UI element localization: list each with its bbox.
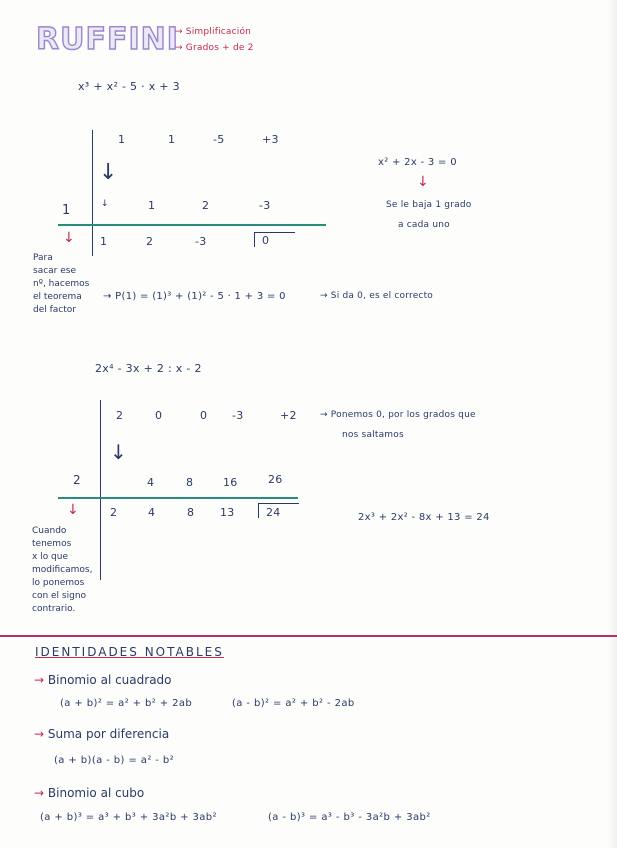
ex2-expression: 2x⁴ - 3x + 2 : x - 2 [95,362,202,375]
ex2-product-4: 26 [268,473,283,486]
ex2-result-1: 2 [110,506,118,519]
ex1-result-1: 1 [100,235,108,248]
ex2-left-arrow-icon: ↓ [67,502,80,518]
ex1-product-0: ↓ [101,199,109,209]
ex1-side-equation: x² + 2x - 3 = 0 [378,157,457,168]
suma-diferencia-heading [34,727,169,741]
binomio-cuadrado-heading [34,673,172,687]
ex2-note-1: → Ponemos 0, por los grados que [320,410,476,420]
ex2-coef-1: 2 [116,409,124,422]
page-edge [607,0,617,848]
ex2-result-3: 8 [187,506,195,519]
ex1-left-arrow-icon: ↓ [63,230,76,246]
ex2-coef-5: +2 [280,409,297,422]
ex1-theorem-note: → Si da 0, es el correcto [320,291,434,301]
binomio-cubo-heading [34,786,144,800]
ex1-result-2: 2 [146,235,154,248]
ex2-down-arrow-icon: ↓ [110,440,128,464]
ex1-expression: x³ + x² - 5 · x + 3 [78,80,180,93]
ex2-remainder: 24 [266,506,281,519]
ex2-coef-4: -3 [232,409,244,422]
page-title: RUFFINI [36,22,179,57]
arrow-icon: → [34,673,45,687]
binomio-cuadrado-formula-1: (a + b)² = a² + b² + 2ab [60,698,193,709]
ex1-coef-3: -5 [213,133,225,146]
ex1-left-note: Para sacar ese nº, hacemos el teorema del factor [33,253,90,315]
arrow-icon: → [34,727,45,741]
binomio-cuadrado-formula-2: (a - b)² = a² + b² - 2ab [232,698,355,709]
ex2-result-4: 13 [220,506,235,519]
ex2-note-2: nos saltamos [342,430,404,440]
title-note-2: → Grados + de 2 [175,43,254,53]
ex1-remainder-box [254,232,295,247]
ex2-product-1: 4 [147,476,155,489]
ex1-coef-1: 1 [118,133,126,146]
ex1-coef-2: 1 [168,133,176,146]
ex2-left-note: Cuando tenemos x lo que modificamos, lo ponemos con el signo contrario. [32,526,93,614]
ex1-side-note-1: Se le baja 1 grado [386,200,472,210]
binomio-cubo-label: Binomio al cubo [47,786,145,800]
ex1-product-2: 2 [202,199,210,212]
ex2-divisor: 2 [73,473,81,487]
ex2-result-equation: 2x³ + 2x² - 8x + 13 = 24 [358,512,490,523]
ex2-horizontal-rule [58,497,298,499]
binomio-cuadrado-label: Binomio al cuadrado [47,673,172,687]
ex2-product-2: 8 [186,476,194,489]
ex2-vertical-rule [100,400,101,580]
ex2-coef-3: 0 [200,409,208,422]
ex1-down-arrow-icon: ↓ [99,160,118,185]
ex2-result-2: 4 [148,506,156,519]
ex1-vertical-rule [92,130,93,256]
binomio-cubo-formula-1: (a + b)³ = a³ + b³ + 3a²b + 3ab² [40,812,217,823]
suma-diferencia-label: Suma por diferencia [47,727,170,741]
ex1-side-note-2: a cada uno [398,220,450,230]
ex2-product-3: 16 [223,476,238,489]
suma-diferencia-formula: (a + b)(a - b) = a² - b² [54,755,175,766]
section-divider [0,635,617,637]
ex1-side-arrow-icon: ↓ [417,174,430,190]
ex1-divisor: 1 [62,203,71,218]
ex1-coef-4: +3 [262,133,279,146]
ex1-theorem: → P(1) = (1)³ + (1)² - 5 · 1 + 3 = 0 [103,291,286,302]
ex1-remainder: 0 [262,234,270,247]
ex1-product-1: 1 [148,199,156,212]
ex1-result-3: -3 [195,235,207,248]
binomio-cubo-formula-2: (a - b)³ = a³ - b³ - 3a²b + 3ab² [268,812,431,823]
identities-heading: IDENTIDADES NOTABLES [35,645,224,659]
ex2-coef-2: 0 [155,409,163,422]
title-note-1: → Simplificación [175,27,252,37]
arrow-icon: → [34,786,45,800]
ex1-horizontal-rule [58,224,326,226]
ex1-product-3: -3 [259,199,271,212]
